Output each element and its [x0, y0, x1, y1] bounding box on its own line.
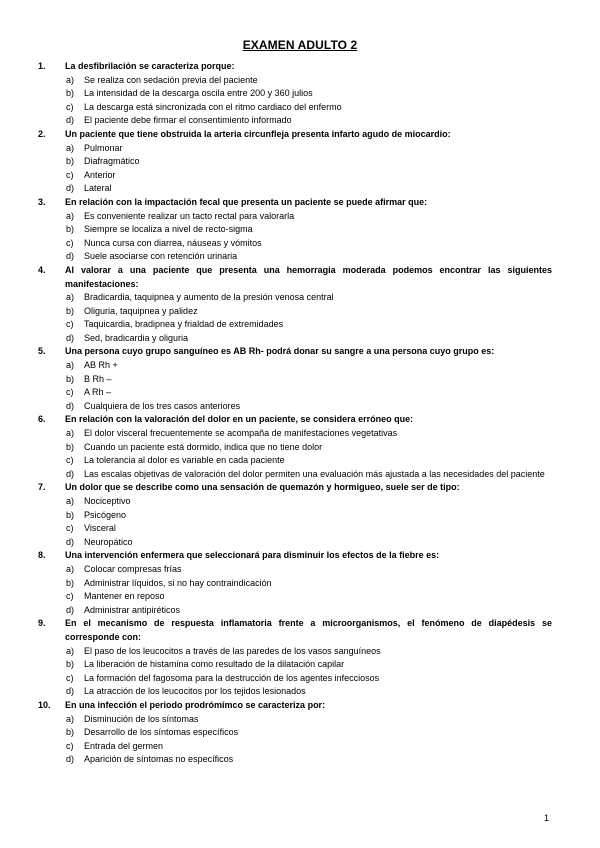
answer-option [0, 169, 600, 183]
option-letter: a) [66, 74, 75, 85]
question-number: 5. [38, 346, 46, 357]
option-letter: a) [66, 360, 75, 371]
option-text: Colocar compresas frías [84, 563, 182, 574]
option-text: Entrada del germen [84, 740, 164, 751]
answer-option [0, 726, 600, 740]
option-letter: c) [66, 169, 74, 180]
question-text: La desfibrilación se caracteriza porque: [65, 61, 235, 71]
option-text: Bradicardia, taquipnea y aumento de la presión venosa central [84, 292, 334, 303]
option-text: Nociceptivo [84, 496, 131, 506]
option-text: La liberación de histamina como resultado de la dilatación capilar [84, 659, 345, 670]
option-letter: a) [66, 142, 75, 153]
option-text: Cuando un paciente está dormido, indica que no tiene dolor [84, 441, 323, 452]
option-letter: a) [66, 210, 75, 221]
option-letter: c) [66, 237, 74, 248]
question-header [0, 413, 600, 427]
question-number: 2. [38, 128, 46, 139]
answer-option [0, 604, 600, 618]
option-letter: b) [66, 727, 75, 738]
question [0, 60, 600, 128]
question-header [0, 264, 600, 291]
answer-option [0, 577, 600, 591]
option-letter: c) [66, 319, 74, 330]
option-letter: d) [66, 754, 75, 765]
option-text: Anterior [84, 169, 116, 180]
option-text: Siempre se localiza a nivel de recto-sigma [84, 224, 253, 235]
option-text: Mantener en reposo [84, 591, 165, 602]
answer-option [0, 305, 600, 319]
option-letter: d) [66, 400, 75, 411]
option-text: La descarga está sincronizada con el ritmo cardiaco del enfermo [84, 101, 342, 112]
option-letter: d) [66, 468, 75, 479]
question [0, 699, 600, 767]
option-letter: c) [66, 591, 74, 602]
option-letter: c) [66, 455, 74, 466]
option-text: La tolerancia al dolor es variable en cada paciente [84, 455, 285, 466]
answer-option [0, 740, 600, 754]
option-text: Pulmonar [84, 142, 123, 153]
option-letter: d) [66, 604, 75, 615]
answer-option [0, 427, 600, 441]
answer-option [0, 142, 600, 156]
question-number: 4. [38, 264, 46, 275]
answer-option [0, 454, 600, 468]
page-title: EXAMEN ADULTO 2 [242, 38, 358, 52]
answer-option [0, 291, 600, 305]
question-header [0, 617, 600, 644]
option-text: La atracción de los leucocitos por los tejidos lesionados [84, 686, 306, 697]
answer-option [0, 237, 600, 251]
answer-option [0, 645, 600, 659]
option-letter: b) [66, 659, 75, 670]
option-text: Neuropático [84, 536, 133, 547]
question-number: 7. [38, 482, 46, 493]
option-text: Se realiza con sedación previa del paciente [84, 74, 258, 85]
option-text: Taquicardia, bradipnea y frialdad de extremidades [84, 319, 284, 330]
question-text: Una persona cuyo grupo sanguíneo es AB Rh- podrá donar su sangre a una persona cuyo grupo es: [65, 346, 495, 357]
option-letter: b) [66, 577, 75, 588]
option-letter: c) [66, 523, 74, 534]
option-letter: b) [66, 373, 75, 384]
option-text: Nunca cursa con diarrea, náuseas y vómitos [84, 237, 262, 248]
option-text: La intensidad de la descarga oscila entre 200 y 360 julios [84, 88, 313, 99]
option-text: Psicógeno [84, 509, 127, 520]
question [0, 196, 600, 264]
option-text: Lateral [84, 183, 112, 194]
question-text: Un paciente que tiene obstruida la arteria circunfleja presenta infarto agudo de miocardio: [65, 128, 451, 139]
option-text: Cualquiera de los tres casos anteriores [84, 400, 241, 411]
question-number: 9. [38, 618, 46, 629]
option-text: Administrar líquidos, si no hay contraindicación [84, 577, 272, 588]
option-text: Visceral [84, 523, 116, 534]
answer-option [0, 441, 600, 455]
question-number: 10. [38, 699, 51, 710]
question-number: 6. [38, 414, 46, 425]
option-letter: c) [66, 101, 74, 112]
question-number: 3. [38, 196, 46, 207]
question-number: 1. [38, 61, 46, 71]
option-letter: b) [66, 156, 75, 167]
question-text: En una infección el periodo prodrómimco se caracteriza por: [65, 699, 326, 710]
answer-option [0, 210, 600, 224]
answer-option [0, 713, 600, 727]
option-letter: d) [66, 332, 75, 343]
option-text: Administrar antipiréticos [84, 604, 181, 615]
answer-option [0, 182, 600, 196]
answer-option [0, 536, 600, 550]
option-text: Diafragmático [84, 156, 140, 167]
answer-option [0, 563, 600, 577]
question-text: En relación con la impactación fecal que presenta un paciente se puede afirmar que: [65, 196, 428, 207]
answer-option [0, 223, 600, 237]
answer-option [0, 753, 600, 767]
page-number: 1 [544, 813, 550, 823]
option-letter: b) [66, 441, 75, 452]
option-text: Desarrollo de los síntomas específicos [84, 727, 239, 738]
option-letter: a) [66, 645, 75, 656]
question [0, 549, 600, 617]
option-text: El dolor visceral frecuentemente se acompaña de manifestaciones vegetativas [84, 428, 398, 439]
question [0, 481, 600, 549]
answer-option [0, 386, 600, 400]
option-text: Es conveniente realizar un tacto rectal para valorarla [84, 210, 295, 221]
option-letter: c) [66, 387, 74, 398]
question [0, 264, 600, 346]
question-text: Al valorar a una paciente que presenta una hemorragia moderada podemos encontrar las siguientes manifestaciones: [65, 264, 552, 289]
option-letter: b) [66, 305, 75, 316]
option-text: Sed, bradicardia y oliguria [84, 332, 189, 343]
question-text: En relación con la valoración del dolor en un paciente, se considera erróneo que: [65, 414, 414, 425]
answer-option [0, 332, 600, 346]
question [0, 345, 600, 413]
option-text: AB Rh + [84, 360, 118, 371]
option-letter: b) [66, 509, 75, 520]
question-header [0, 699, 600, 713]
option-letter: a) [66, 292, 75, 303]
question-number: 8. [38, 550, 46, 561]
question [0, 128, 600, 196]
option-text: B Rh – [84, 373, 112, 384]
option-text: El paciente debe firmar el consentimiento informado [84, 115, 292, 126]
option-letter: d) [66, 183, 75, 194]
question-text: Un dolor que se describe como una sensación de quemazón y hormigueo, suele ser de tipo: [65, 482, 460, 493]
question-header [0, 196, 600, 210]
question-list [0, 60, 600, 767]
option-text: Disminución de los síntomas [84, 713, 199, 724]
option-letter: d) [66, 536, 75, 547]
option-letter: d) [66, 251, 75, 262]
answer-option [0, 522, 600, 536]
answer-option [0, 400, 600, 414]
answer-option [0, 114, 600, 128]
option-text: Suele asociarse con retención urinaria [84, 251, 238, 262]
question-header [0, 345, 600, 359]
option-letter: d) [66, 686, 75, 697]
question-header [0, 128, 600, 142]
option-letter: a) [66, 496, 75, 506]
question-header [0, 549, 600, 563]
answer-option [0, 87, 600, 101]
answer-option [0, 658, 600, 672]
option-letter: d) [66, 115, 75, 126]
option-letter: a) [66, 428, 75, 439]
option-letter: b) [66, 224, 75, 235]
question [0, 617, 600, 699]
answer-option [0, 155, 600, 169]
question-text: Una intervención enfermera que seleccionará para disminuir los efectos de la fiebre es: [65, 550, 440, 561]
question-header [0, 60, 600, 74]
option-text: Las escalas objetivas de valoración del dolor permiten una evaluación más ajustada a las necesidades del paciente [84, 468, 545, 479]
option-text: El paso de los leucocitos a través de las paredes de los vasos sanguíneos [84, 645, 381, 656]
answer-option [0, 509, 600, 523]
option-text: Aparición de síntomas no específicos [84, 754, 234, 765]
option-letter: a) [66, 713, 75, 724]
answer-option [0, 672, 600, 686]
answer-option [0, 318, 600, 332]
option-letter: a) [66, 563, 75, 574]
answer-option [0, 250, 600, 264]
answer-option [0, 359, 600, 373]
answer-option [0, 495, 600, 509]
question [0, 413, 600, 481]
answer-option [0, 685, 600, 699]
option-text: A Rh – [84, 387, 112, 398]
answer-option [0, 74, 600, 88]
option-text: La formación del fagosoma para la destrucción de los agentes infecciosos [84, 672, 380, 683]
question-text: En el mecanismo de respuesta inflamatoria frente a microorganismos, el fenómeno de diapédesis se corresponde con: [65, 618, 552, 642]
option-letter: c) [66, 740, 74, 751]
question-header [0, 481, 600, 495]
answer-option [0, 468, 600, 482]
answer-option [0, 373, 600, 387]
option-text: Oliguria, taquipnea y palidez [84, 305, 198, 316]
answer-option [0, 590, 600, 604]
option-letter: b) [66, 88, 75, 99]
option-letter: c) [66, 672, 74, 683]
answer-option [0, 101, 600, 115]
